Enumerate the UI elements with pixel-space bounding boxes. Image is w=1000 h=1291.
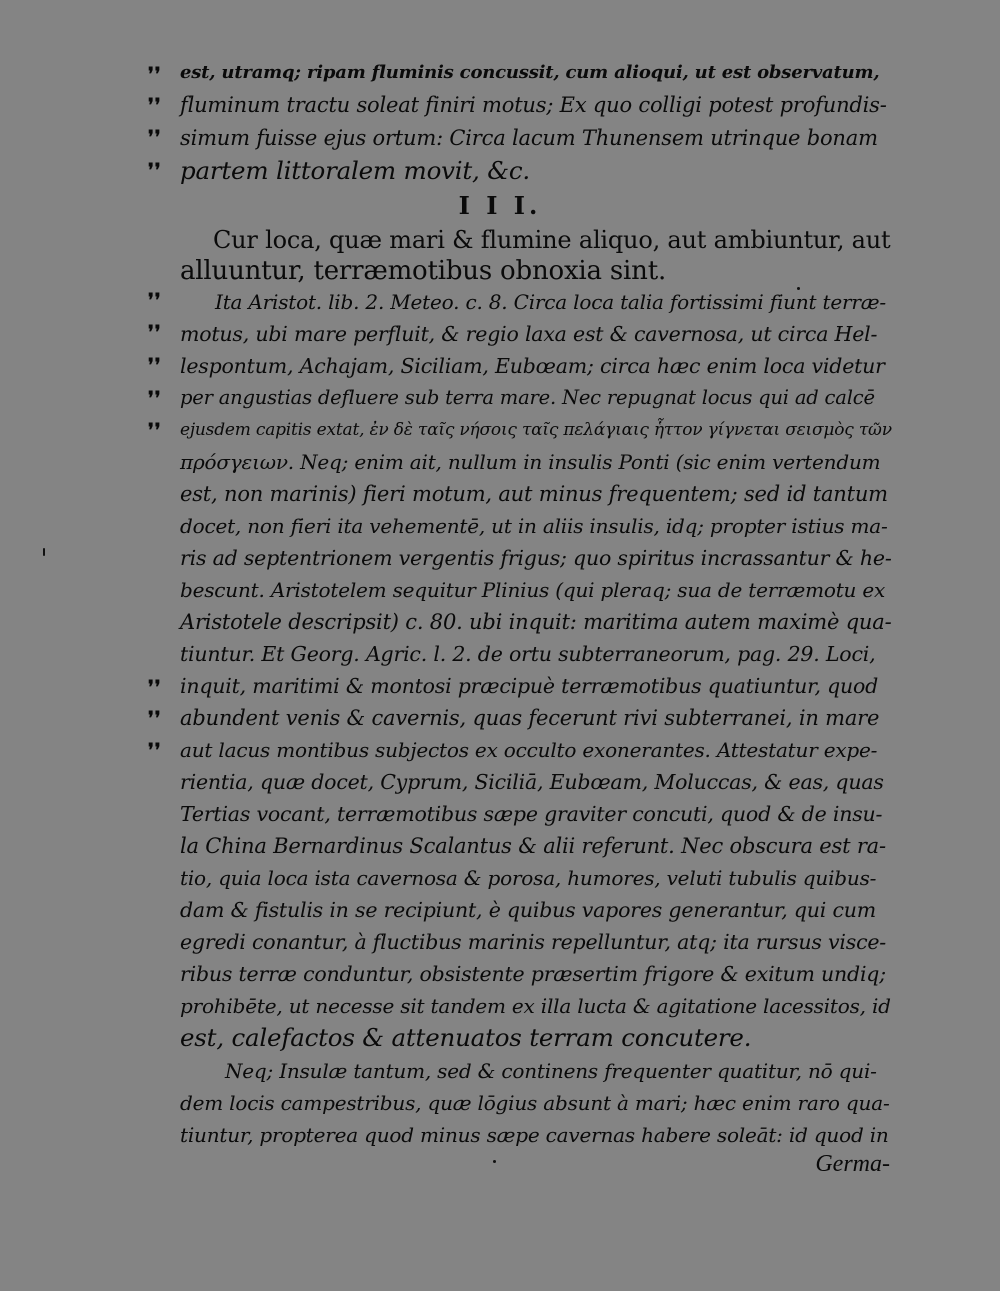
quote-marker: ❜❜ (148, 160, 162, 181)
text-line: tiuntur. Et Georg. Agric. l. 2. de ortu subterraneorum, pag. 29. Loci, (180, 642, 876, 666)
ink-speck (493, 1160, 496, 1163)
quote-marker: ❜❜ (148, 420, 162, 441)
text-line: tio, quia loca ista cavernosa & porosa, humores, veluti tubulis quibus- (180, 866, 877, 890)
quote-marker: ❜❜ (148, 290, 162, 311)
text-line: simum fuisse ejus ortum: Circa lacum Thunensem utrinque bonam (180, 126, 878, 150)
quote-marker: ❜❜ (148, 740, 162, 761)
text-line: ris ad septentrionem vergentis frigus; quo spiritus incrassantur & he- (180, 546, 892, 570)
text-line: est, utramq; ripam fluminis concussit, cum alioqui, ut est observatum, (180, 62, 880, 83)
text-line: prohibēte, ut necesse sit tandem ex illa lucta & agitatione lacessitos, id (180, 994, 891, 1018)
text-line: partem littoralem movit, &c. (180, 156, 530, 185)
text-line: Tertias vocant, terræmotibus sæpe graviter concuti, quod & de insu- (180, 802, 883, 826)
catchword: Germa- (815, 1151, 890, 1177)
ink-speck (797, 287, 800, 290)
quote-marker: ❜❜ (148, 388, 162, 409)
section-number: I I I. (458, 191, 542, 220)
text-line: ribus terræ conduntur, obsistente præsertim frigore & exitum undiq; (180, 962, 886, 986)
text-line: motus, ubi mare perfluit, & regio laxa est & cavernosa, ut circa Hel- (180, 322, 878, 346)
text-line: Aristotele descripsit) c. 80. ubi inquit: maritima autem maximè qua- (180, 610, 892, 634)
text-line: dam & fistulis in se recipiunt, è quibus vapores generantur, qui cum (180, 898, 876, 922)
text-line: Neq; Insulæ tantum, sed & continens frequenter quatitur, nō qui- (225, 1059, 877, 1083)
text-line: ejusdem capitis extat, ἐν δὲ ταῖς νήσοις ταῖς πελάγιαις ἧττον γίγνεται σεισμὸς τῶν (180, 420, 892, 440)
text-line: per angustias defluere sub terra mare. Nec repugnat locus qui ad calcē (180, 386, 875, 409)
text-line: abundent venis & cavernis, quas fecerunt rivi subterranei, in mare (180, 706, 880, 730)
quote-marker: ❜❜ (148, 64, 162, 85)
question-line: Cur loca, quæ mari & flumine aliquo, aut ambiuntur, aut (213, 226, 891, 254)
question-line: alluuntur, terræmotibus obnoxia sint. (180, 256, 667, 286)
text-line: la China Bernardinus Scalantus & alii referunt. Nec obscura est ra- (180, 834, 886, 858)
text-line: tiuntur, propterea quod minus sæpe cavernas habere soleāt: id quod in (180, 1123, 889, 1147)
text-line: est, non marinis) fieri motum, aut minus frequentem; sed id tantum (180, 482, 888, 506)
text-line: Ita Aristot. lib. 2. Meteo. c. 8. Circa loca talia fortissimi fiunt terræ- (215, 290, 886, 314)
quote-marker: ❜❜ (148, 95, 162, 116)
text-line: docet, non fieri ita vehementē, ut in aliis insulis, idq; propter istius ma- (180, 514, 888, 538)
ink-speck (43, 548, 45, 556)
quote-marker: ❜❜ (148, 127, 162, 148)
text-line: dem locis campestribus, quæ lōgius absunt à mari; hæc enim raro qua- (180, 1091, 890, 1115)
text-line: πρόσγειων. Neq; enim ait, nullum in insulis Ponti (sic enim vertendum (180, 450, 881, 474)
text-line: lespontum, Achajam, Siciliam, Eubœam; circa hæc enim loca videtur (180, 354, 885, 378)
text-line: rientia, quæ docet, Cyprum, Siciliā, Eubœam, Moluccas, & eas, quas (180, 770, 884, 794)
text-line: egredi conantur, à fluctibus marinis repelluntur, atq; ita rursus visce- (180, 930, 887, 954)
text-line: fluminum tractu soleat finiri motus; Ex quo colligi potest profundis- (180, 93, 887, 117)
text-line: bescunt. Aristotelem sequitur Plinius (qui pleraq; sua de terræmotu ex (180, 578, 886, 602)
text-line: est, calefactos & attenuatos terram concutere. (180, 1023, 752, 1052)
text-line: inquit, maritimi & montosi præcipuè terræmotibus quatiuntur, quod (180, 674, 879, 698)
quote-marker: ❜❜ (148, 708, 162, 729)
text-line: aut lacus montibus subjectos ex occulto exonerantes. Attestatur expe- (180, 738, 878, 762)
quote-marker: ❜❜ (148, 355, 162, 376)
quote-marker: ❜❜ (148, 677, 162, 698)
quote-marker: ❜❜ (148, 322, 162, 343)
